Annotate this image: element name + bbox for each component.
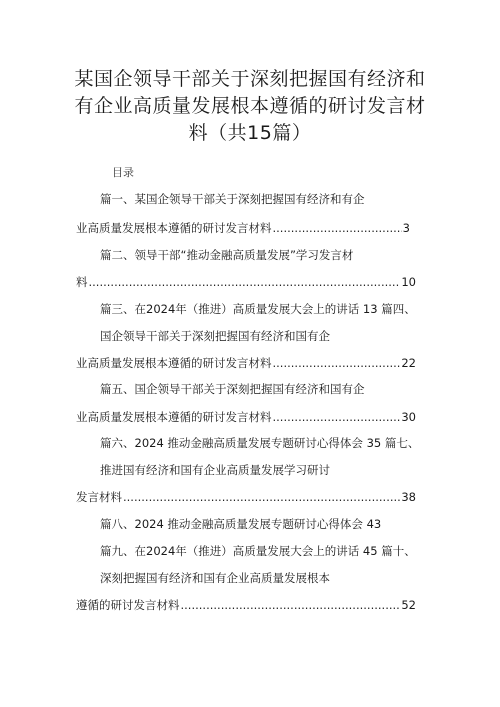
title-line-3: 料（共15篇） [188,122,312,144]
toc-entry-5[interactable] [76,409,416,425]
page-number: 10 [401,275,416,289]
leader-dots [273,410,401,424]
leader-dots [89,275,401,289]
toc-entry-3-line-3: 业高质量发展根本遵循的研讨发言材料 [76,356,272,370]
toc-entry-1-line-2: 业高质量发展根本遵循的研讨发言材料 [76,221,272,235]
leader-dots [181,598,401,612]
toc-entry-5-line-2: 业高质量发展根本遵循的研讨发言材料 [76,410,272,424]
toc-entry-8-line-1[interactable]: 篇八、2024 推动金融高质量发展专题研讨心得体会 43 [100,517,382,531]
toc-entry-6[interactable] [76,489,416,505]
toc-heading: 目录 [112,166,134,179]
toc-entry-6-line-2: 推进国有经济和国有企业高质量发展学习研讨 [100,463,330,477]
toc-entry-3-line-1: 篇三、在2024年（推进）高质量发展大会上的讲话 13 篇四、 [100,302,416,316]
page-number: 3 [402,221,410,235]
toc-entry-2[interactable] [76,274,416,290]
toc-entry-3[interactable] [76,355,416,371]
leader-dots [273,356,401,370]
page-number: 22 [401,356,416,370]
page-number: 30 [401,410,416,424]
toc-entry-6-line-1: 篇六、2024 推动金融高质量发展专题研讨心得体会 35 篇七、 [100,436,420,450]
toc-entry-5-line-1: 篇五、国企领导干部关于深刻把握国有经济和国有企 [100,382,365,396]
toc-entry-9-line-1: 篇九、在2024年（推进）高质量发展大会上的讲话 45 篇十、 [100,544,416,558]
document-title [0,66,500,147]
title-line-1: 某国企领导干部关于深刻把握国有经济和 [74,68,426,90]
leader-dots [273,221,402,235]
toc-entry-9-line-2: 深刻把握国有经济和国有企业高质量发展根本 [100,571,330,585]
toc-entry-3-line-2: 国企领导干部关于深刻把握国有经济和国有企 [100,329,330,343]
toc-entry-2-line-1: 篇二、领导干部“推动金融高质量发展”学习发言材 [100,248,354,262]
page-number: 52 [401,598,416,612]
page-number: 38 [401,490,416,504]
toc-entry-6-line-3: 发言材料 [76,490,122,504]
toc-entry-2-line-2: 料 [76,275,88,289]
toc-entry-9[interactable] [76,597,416,613]
toc-entry-1[interactable] [76,220,410,236]
title-line-2: 有企业高质量发展根本遵循的研讨发言材 [74,95,426,117]
toc-entry-9-line-3: 遵循的研讨发言材料 [76,598,180,612]
toc-entry-1-line-1: 篇一、某国企领导干部关于深刻把握国有经济和有企 [100,192,365,206]
leader-dots [123,490,400,504]
